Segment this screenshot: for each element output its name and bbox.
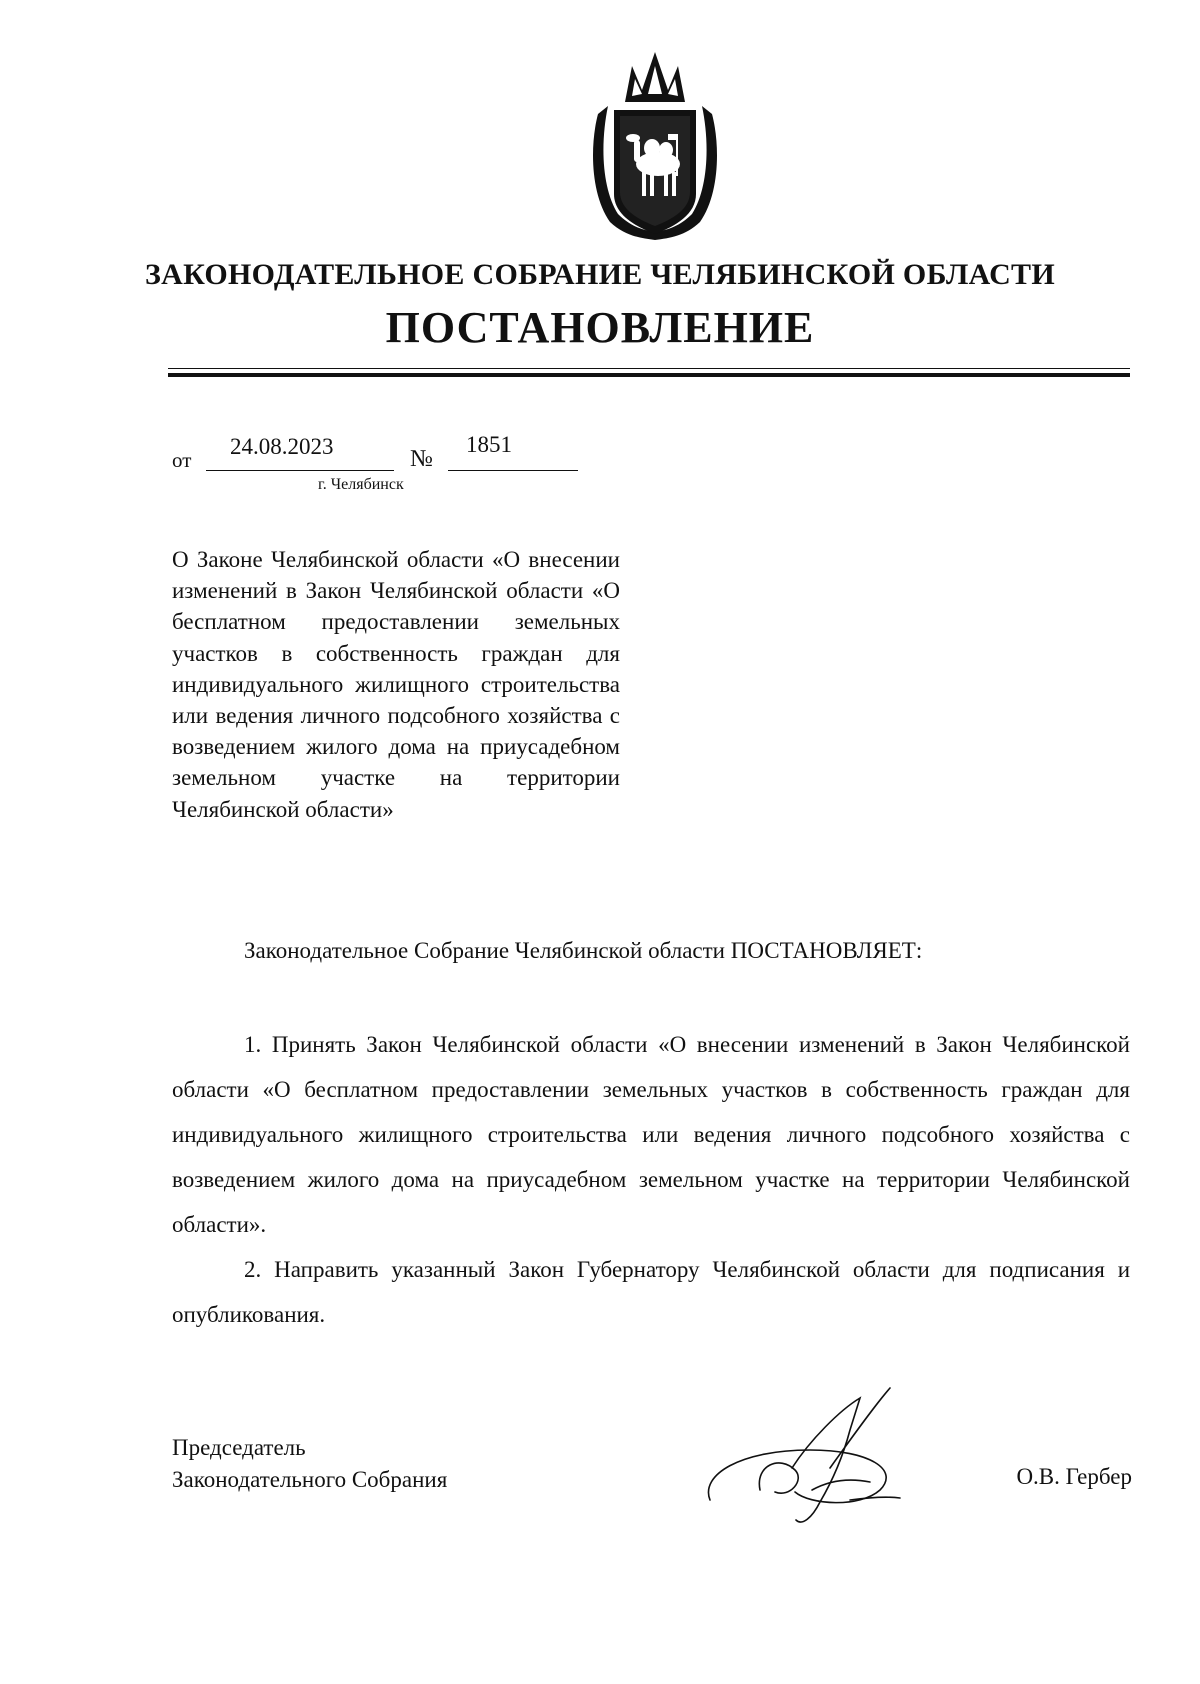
signatory-title-line1: Председатель (172, 1435, 306, 1460)
enactment-clause: Законодательное Собрание Челябинской области ПОСТАНОВЛЯЕТ: (244, 938, 923, 963)
city-label: г. Челябинск (318, 476, 404, 493)
clause-1: 1. Принять Закон Челябинской области «О внесении изменений в Закон Челябинской области «О бесплатном предоставлении земельных участков в собственность граждан для индивидуального жилищного строительства или ведения личного подсобного хозяйства с возведением жилого дома на приусадебном земельном участке на территории Челябинской области». (172, 1032, 1130, 1237)
document-number: 1851 (466, 432, 512, 457)
signatory-title (172, 1432, 447, 1496)
document-type: ПОСТАНОВЛЕНИЕ (385, 303, 815, 352)
clause-2: 2. Направить указанный Закон Губернатору Челябинской области для подписания и опубликования. (172, 1257, 1130, 1327)
organization-title: ЗАКОНОДАТЕЛЬНОЕ СОБРАНИЕ ЧЕЛЯБИНСКОЙ ОБЛАСТИ (145, 258, 1055, 291)
date-underline (206, 470, 394, 471)
header-divider-thick (168, 373, 1130, 377)
document-body (172, 1022, 1130, 1337)
signatory-name: О.В. Гербер (1016, 1464, 1132, 1489)
signatory-title-line2: Законодательного Собрания (172, 1467, 448, 1492)
number-underline (448, 470, 578, 471)
date-prefix: от (172, 448, 192, 472)
document-date: 24.08.2023 (230, 434, 334, 459)
header-divider-thin (168, 368, 1130, 369)
signature-icon (700, 1380, 930, 1530)
coat-of-arms-icon (580, 44, 730, 244)
document-subject: О Законе Челябинской области «О внесении изменений в Закон Челябинской области «О бесплатном предоставлении земельных участков в собственность граждан для индивидуального жилищного строительства или ведения личного подсобного хозяйства с возведением жилого дома на приусадебном земельном участке на территории Челябинской области» (172, 547, 620, 822)
number-prefix: № (410, 446, 433, 472)
